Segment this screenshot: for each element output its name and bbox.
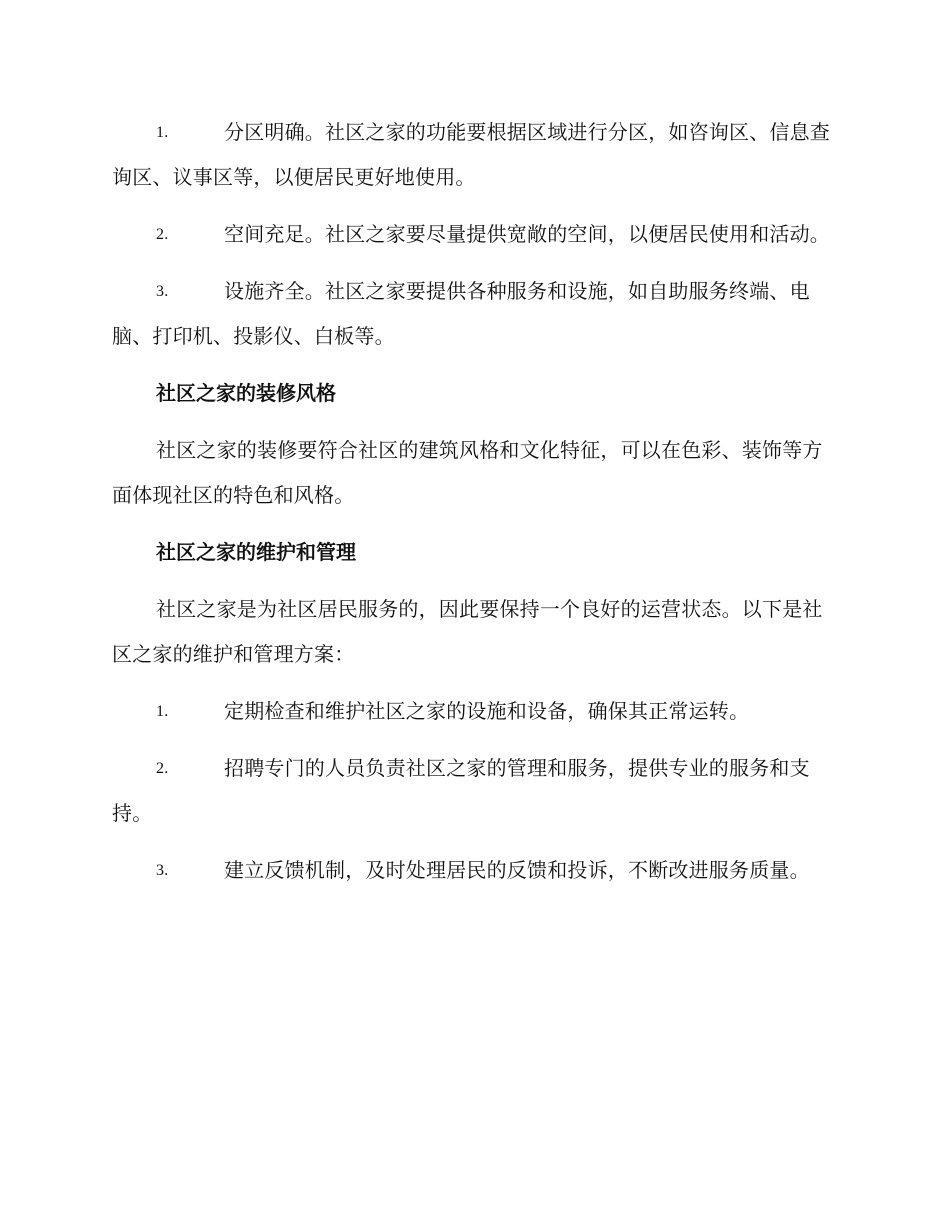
list-item-text: 空间充足。社区之家要尽量提供宽敞的空间，以便居民使用和活动。 — [224, 222, 830, 246]
list-item-text: 定期检查和维护社区之家的设施和设备，确保其正常运转。 — [224, 699, 750, 723]
list-item-text: 建立反馈机制，及时处理居民的反馈和投诉，不断改进服务质量。 — [224, 858, 810, 882]
document-body — [112, 110, 834, 905]
list-item — [112, 746, 834, 836]
list-item — [112, 269, 834, 359]
list-number: 2. — [156, 226, 169, 243]
list-item-text: 招聘专门的人员负责社区之家的管理和服务，提供专业的服务和支持。 — [112, 756, 810, 825]
list-number: 1. — [156, 124, 169, 141]
list-item — [112, 212, 834, 257]
section-heading-maintenance: 社区之家的维护和管理 — [156, 540, 356, 564]
list-item-text: 设施齐全。社区之家要提供各种服务和设施，如自助服务终端、电脑、打印机、投影仪、白板等。 — [112, 279, 810, 348]
list-item — [112, 689, 834, 734]
list-number: 1. — [156, 703, 169, 720]
list-item — [112, 110, 834, 200]
paragraph-maintenance: 社区之家是为社区居民服务的，因此要保持一个良好的运营状态。以下是社区之家的维护和管理方案： — [112, 597, 823, 666]
list-number: 2. — [156, 760, 169, 777]
list-item-text: 分区明确。社区之家的功能要根据区域进行分区，如咨询区、信息查询区、议事区等，以便居民更好地使用。 — [112, 120, 830, 189]
list-number: 3. — [156, 283, 169, 300]
list-item — [112, 848, 834, 893]
section-heading-decoration: 社区之家的装修风格 — [156, 381, 336, 405]
list-number: 3. — [156, 862, 169, 879]
paragraph-decoration: 社区之家的装修要符合社区的建筑风格和文化特征，可以在色彩、装饰等方面体现社区的特色和风格。 — [112, 438, 823, 507]
